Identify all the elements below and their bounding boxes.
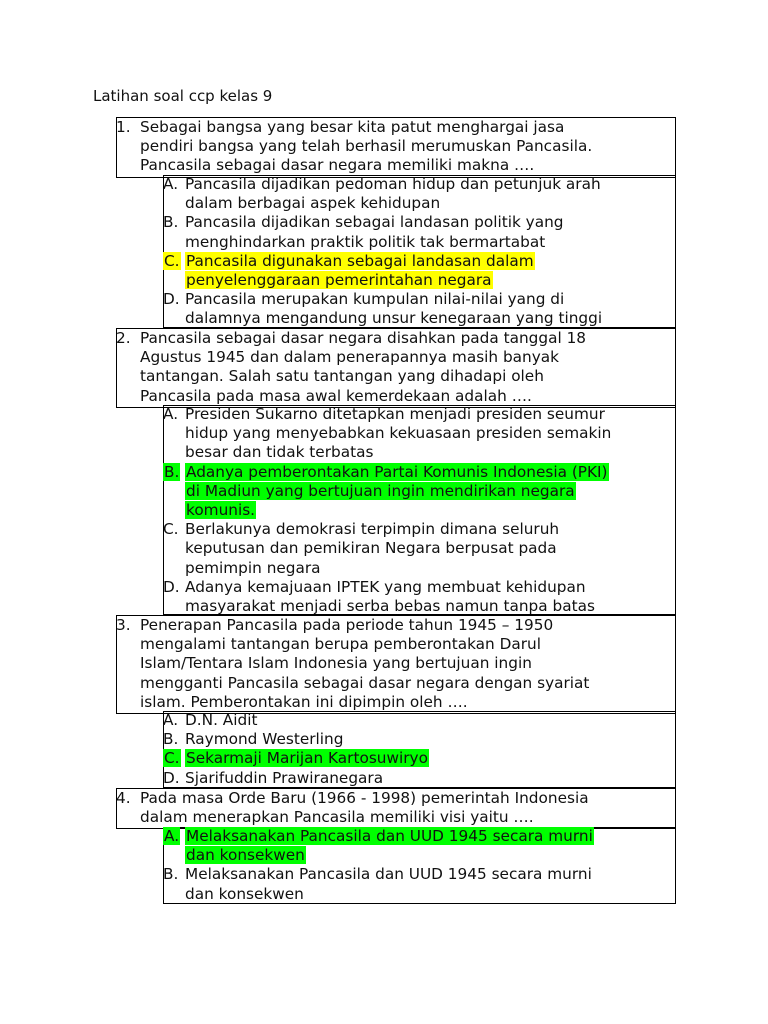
option-letter: A. — [164, 827, 180, 845]
option-letter: B. — [163, 213, 179, 232]
option-text-line: Pancasila merupakan kumpulan nilai-nilai yang di — [185, 290, 565, 309]
option-text-line: D.N. Aidit — [185, 711, 258, 729]
option-text-line: masyarakat menjadi serba bebas namun tanpa batas — [185, 597, 595, 615]
option-text-line: Melaksanakan Pancasila dan UUD 1945 secara murni — [186, 827, 593, 845]
question-number: 1. — [116, 118, 131, 136]
option-text-line: dan konsekwen — [185, 884, 304, 903]
question-text-line: pendiri bangsa yang telah berhasil merumuskan Pancasila. — [140, 137, 593, 156]
option-letter: D. — [163, 768, 180, 787]
option-text-line: Sjarifuddin Prawiranegara — [185, 768, 384, 787]
question-text-line: Pancasila sebagai dasar negara memiliki makna …. — [140, 156, 535, 175]
option-letter: B. — [164, 462, 180, 481]
option-letter: C. — [164, 749, 180, 768]
document-title: Latihan soal ccp kelas 9 — [93, 87, 273, 105]
option-text-line: Pancasila digunakan sebagai landasan dalam — [186, 251, 534, 270]
option-letter: B. — [163, 865, 179, 884]
option-text-line: dan konsekwen — [186, 846, 305, 865]
option-letter: D. — [163, 290, 180, 309]
question-text-line: Sebagai bangsa yang besar kita patut menghargai jasa — [140, 118, 565, 136]
question-number: 3. — [116, 616, 131, 634]
question-text-line: mengalami tantangan berupa pemberontakan Darul — [140, 635, 541, 654]
question-text-line: Pancasila sebagai dasar negara disahkan pada tanggal 18 — [140, 329, 587, 347]
question-text-line: Islam/Tentara Islam Indonesia yang bertujuan ingin — [140, 654, 532, 673]
option-text-line: di Madiun yang bertujuan ingin mendirikan negara — [186, 481, 575, 500]
option-text-line: dalamnya mengandung unsur kenegaraan yang tinggi — [185, 309, 603, 328]
option-letter: A. — [163, 405, 179, 423]
option-letter: A. — [163, 711, 179, 729]
question-text-line: tantangan. Salah satu tantangan yang dihadapi oleh — [140, 367, 544, 386]
option-text-line: Berlakunya demokrasi terpimpin dimana seluruh — [185, 520, 560, 539]
question-text-line: Penerapan Pancasila pada periode tahun 1945 – 1950 — [140, 616, 554, 634]
option-text-line: Sekarmaji Marijan Kartosuwiryo — [186, 749, 428, 768]
option-text-line: Adanya kemajuaan IPTEK yang membuat kehidupan — [185, 577, 586, 596]
option-text-line: Pancasila dijadikan pedoman hidup dan petunjuk arah — [185, 175, 601, 193]
option-text-line: Raymond Westerling — [185, 730, 344, 749]
option-text-line: hidup yang menyebabkan kekuasaan presiden semakin — [185, 424, 612, 443]
option-text-line: Pancasila dijadikan sebagai landasan politik yang — [185, 213, 564, 232]
option-text-line: dalam berbagai aspek kehidupan — [185, 194, 441, 213]
question-text-line: Pada masa Orde Baru (1966 - 1998) pemerintah Indonesia — [140, 789, 589, 807]
option-text-line: Adanya pemberontakan Partai Komunis Indonesia (PKI) — [186, 462, 608, 481]
option-letter: B. — [163, 730, 179, 749]
option-letter: D. — [163, 577, 180, 596]
option-text-line: keputusan dan pemikiran Negara berpusat pada — [185, 539, 557, 558]
option-letter: C. — [163, 520, 179, 539]
question-text-line: islam. Pemberontakan ini dipimpin oleh …. — [140, 692, 468, 711]
question-text-line: Agustus 1945 dan dalam penerapannya masih banyak — [140, 348, 560, 367]
option-text-line: Melaksanakan Pancasila dan UUD 1945 secara murni — [185, 865, 592, 884]
question-text-line: Pancasila pada masa awal kemerdekaan adalah …. — [140, 386, 532, 405]
option-text-line: penyelenggaraan pemerintahan negara — [186, 271, 492, 289]
question-text-line: mengganti Pancasila sebagai dasar negara dengan syariat — [140, 673, 590, 692]
question-number: 2. — [116, 329, 131, 347]
option-letter: A. — [163, 175, 179, 193]
question-number: 4. — [116, 789, 131, 807]
option-text-line: pemimpin negara — [185, 558, 321, 577]
option-text-line: besar dan tidak terbatas — [185, 443, 374, 462]
option-letter: C. — [164, 251, 180, 270]
option-text-line: komunis. — [186, 501, 256, 519]
option-text-line: Presiden Sukarno ditetapkan menjadi presiden seumur — [185, 405, 605, 423]
question-text-line: dalam menerapkan Pancasila memiliki visi yaitu …. — [140, 808, 534, 827]
option-text-line: menghindarkan praktik politik tak bermartabat — [185, 232, 546, 251]
